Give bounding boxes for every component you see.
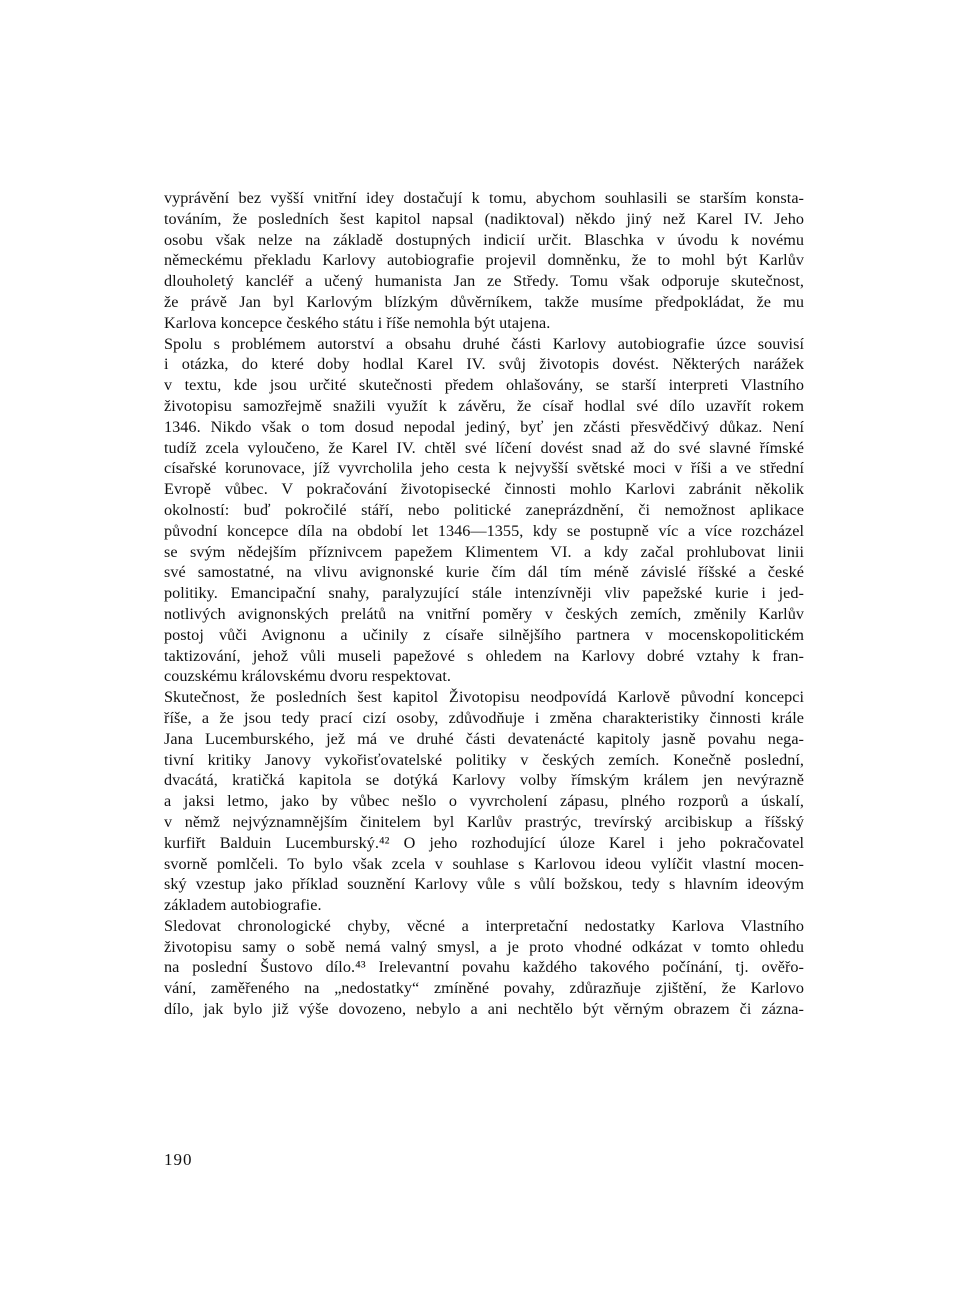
text-line: Karlova koncepce českého státu i říše nemohla být utajena. [164, 313, 551, 332]
text-line: v textu, kde jsou určité skutečnosti předem ohlašovány, se starší interpreti Vlastního [164, 376, 804, 395]
text-line: životopisu samy o sobě nemá valný smysl, a je proto vhodné odkázat v tomto ohledu [164, 937, 804, 956]
text-line: své samostatné, na vlivu avignonské kurie čím dál tím méně závislé říšské a české [164, 563, 804, 582]
text-line: tudíž zcela vyloučeno, že Karel IV. chtěl své líčení dovést snad až do své slavné římské [164, 438, 804, 457]
text-line: dlouholetý kancléř a učený humanista Jan ze Středy. Tomu však odporuje skutečnost, [164, 272, 804, 291]
text-line: politiky. Emancipační snahy, paralyzující stále intenzívněji vliv papežské kurie i jed- [164, 584, 804, 603]
text-line: vání, zaměřeného na „nedostatky“ zmíněné povahy, zdůrazňuje zjištění, že Karlovo [164, 979, 804, 998]
text-line: Skutečnost, že posledních šest kapitol Životopisu neodpovídá Karlově původní koncepci [164, 688, 804, 707]
text-line: základem autobiografie. [164, 896, 322, 915]
text-line: na poslední Šustovo dílo.⁴³ Irelevantní povahu každého takového počínání, tj. ověřo- [164, 958, 804, 977]
text-line: couzskému královskému dvoru respektovat. [164, 667, 452, 686]
text-line: že právě Jan byl Karlovým blízkým důvěrníkem, takže musíme předpokládat, že mu [164, 292, 804, 311]
page-number: 190 [164, 1150, 193, 1169]
text-line: svorně pomlčeli. To bylo však zcela v souhlase s Karlovou ideou vylíčit vlastní mocen- [164, 854, 804, 873]
text-line: tivní kritiky Janovy vykořisťovatelské politiky v českých zemích. Konečně poslední, [164, 750, 804, 769]
text-line: se svým nědejším příznivcem papežem Klimentem VI. a kdy začal prohlubovat linii [164, 542, 804, 561]
text-line: životopisu samozřejmě snažili využít k závěru, že císař hodlal své dílo uzavřít rokem [164, 396, 804, 415]
text-line: taktizování, jehož vůli museli papežové s ohledem na Karlovy dobré vztahy k fran- [164, 646, 804, 665]
text-line: ský vzestup jako příklad souznění Karlovy vůle s vůlí božskou, tedy s hlavním ideovým [164, 875, 804, 894]
body-text [164, 188, 804, 1020]
text-line: dílo, jak bylo již výše dovozeno, nebylo a ani nechtělo být věrným obrazem či zázna- [164, 1000, 804, 1019]
text-line: dvacátá, kratičká kapitola se dotýká Karlovy volby římským králem jen nevýrazně [164, 771, 804, 790]
text-line: osobu však nelze na základě dostupných indicií určit. Blaschka v úvodu k novému [164, 230, 804, 249]
text-line: okolností: buď pokročilé stáří, nebo politické zaneprázdnění, či nemožnost aplikace [164, 500, 804, 519]
text-line: císařské korunovace, jíž vyvrcholila jeho cesta k nejvyšší světské moci v říši a ve střední [164, 459, 804, 478]
text-line: Spolu s problémem autorství a obsahu druhé části Karlovy autobiografie úzce souvisí [164, 334, 804, 353]
text-line: vyprávění bez vyšší vnitřní idey dostačují k tomu, abychom souhlasili se starším konsta- [164, 189, 804, 207]
text-line: původní koncepce díla na období let 1346—1355, kdy se postupně víc a více rozcházel [164, 521, 804, 540]
text-line: postoj vůči Avignonu a učinily z císaře silnějšího partnera v mocenskopolitickém [164, 625, 804, 644]
text-line: kurfiřt Balduin Lucemburský.⁴² O jeho rozhodující úloze Karel i jeho pokračovatel [164, 833, 804, 852]
text-line: Sledovat chronologické chyby, věcné a interpretační nedostatky Karlova Vlastního [164, 916, 804, 935]
text-line: a jaksi letmo, jako by vůbec nešlo o vyvrcholení zápasu, plného rozporů a úskalí, [164, 792, 804, 811]
text-line: v němž nejvýznamnějším činitelem byl Karlův prastrýc, trevírský arcibiskup a říšský [164, 812, 804, 831]
text-line: 1346. Nikdo však o tom dosud nepodal jediný, byť jen zčásti přesvědčivý důkaz. Není [164, 417, 804, 436]
text-line: německému překladu Karlovy autobiografie projevil domněnku, že to mohl být Karlův [164, 251, 804, 270]
text-line: říše, a že jsou tedy prací cizí osoby, zdůvodňuje i změna charakteristiky činnosti krále [164, 708, 804, 727]
text-line: i otázka, do které doby hodlal Karel IV. svůj životopis dovést. Některých narážek [164, 355, 804, 374]
text-line: továním, že posledních šest kapitol napsal (nadiktoval) někdo jiný než Karel IV. Jeho [164, 209, 804, 228]
text-line: Evropě vůbec. V pokračování životopisecké činnosti mohlo Karlovi zabránit několik [164, 480, 804, 499]
text-line: Jana Lucemburského, jež má ve druhé části devatenácté kapitoly jasně povahu nega- [164, 729, 804, 748]
text-line: notlivých avignonských prelátů na vnitřní poměry v českých zemích, změnily Karlův [164, 604, 804, 623]
